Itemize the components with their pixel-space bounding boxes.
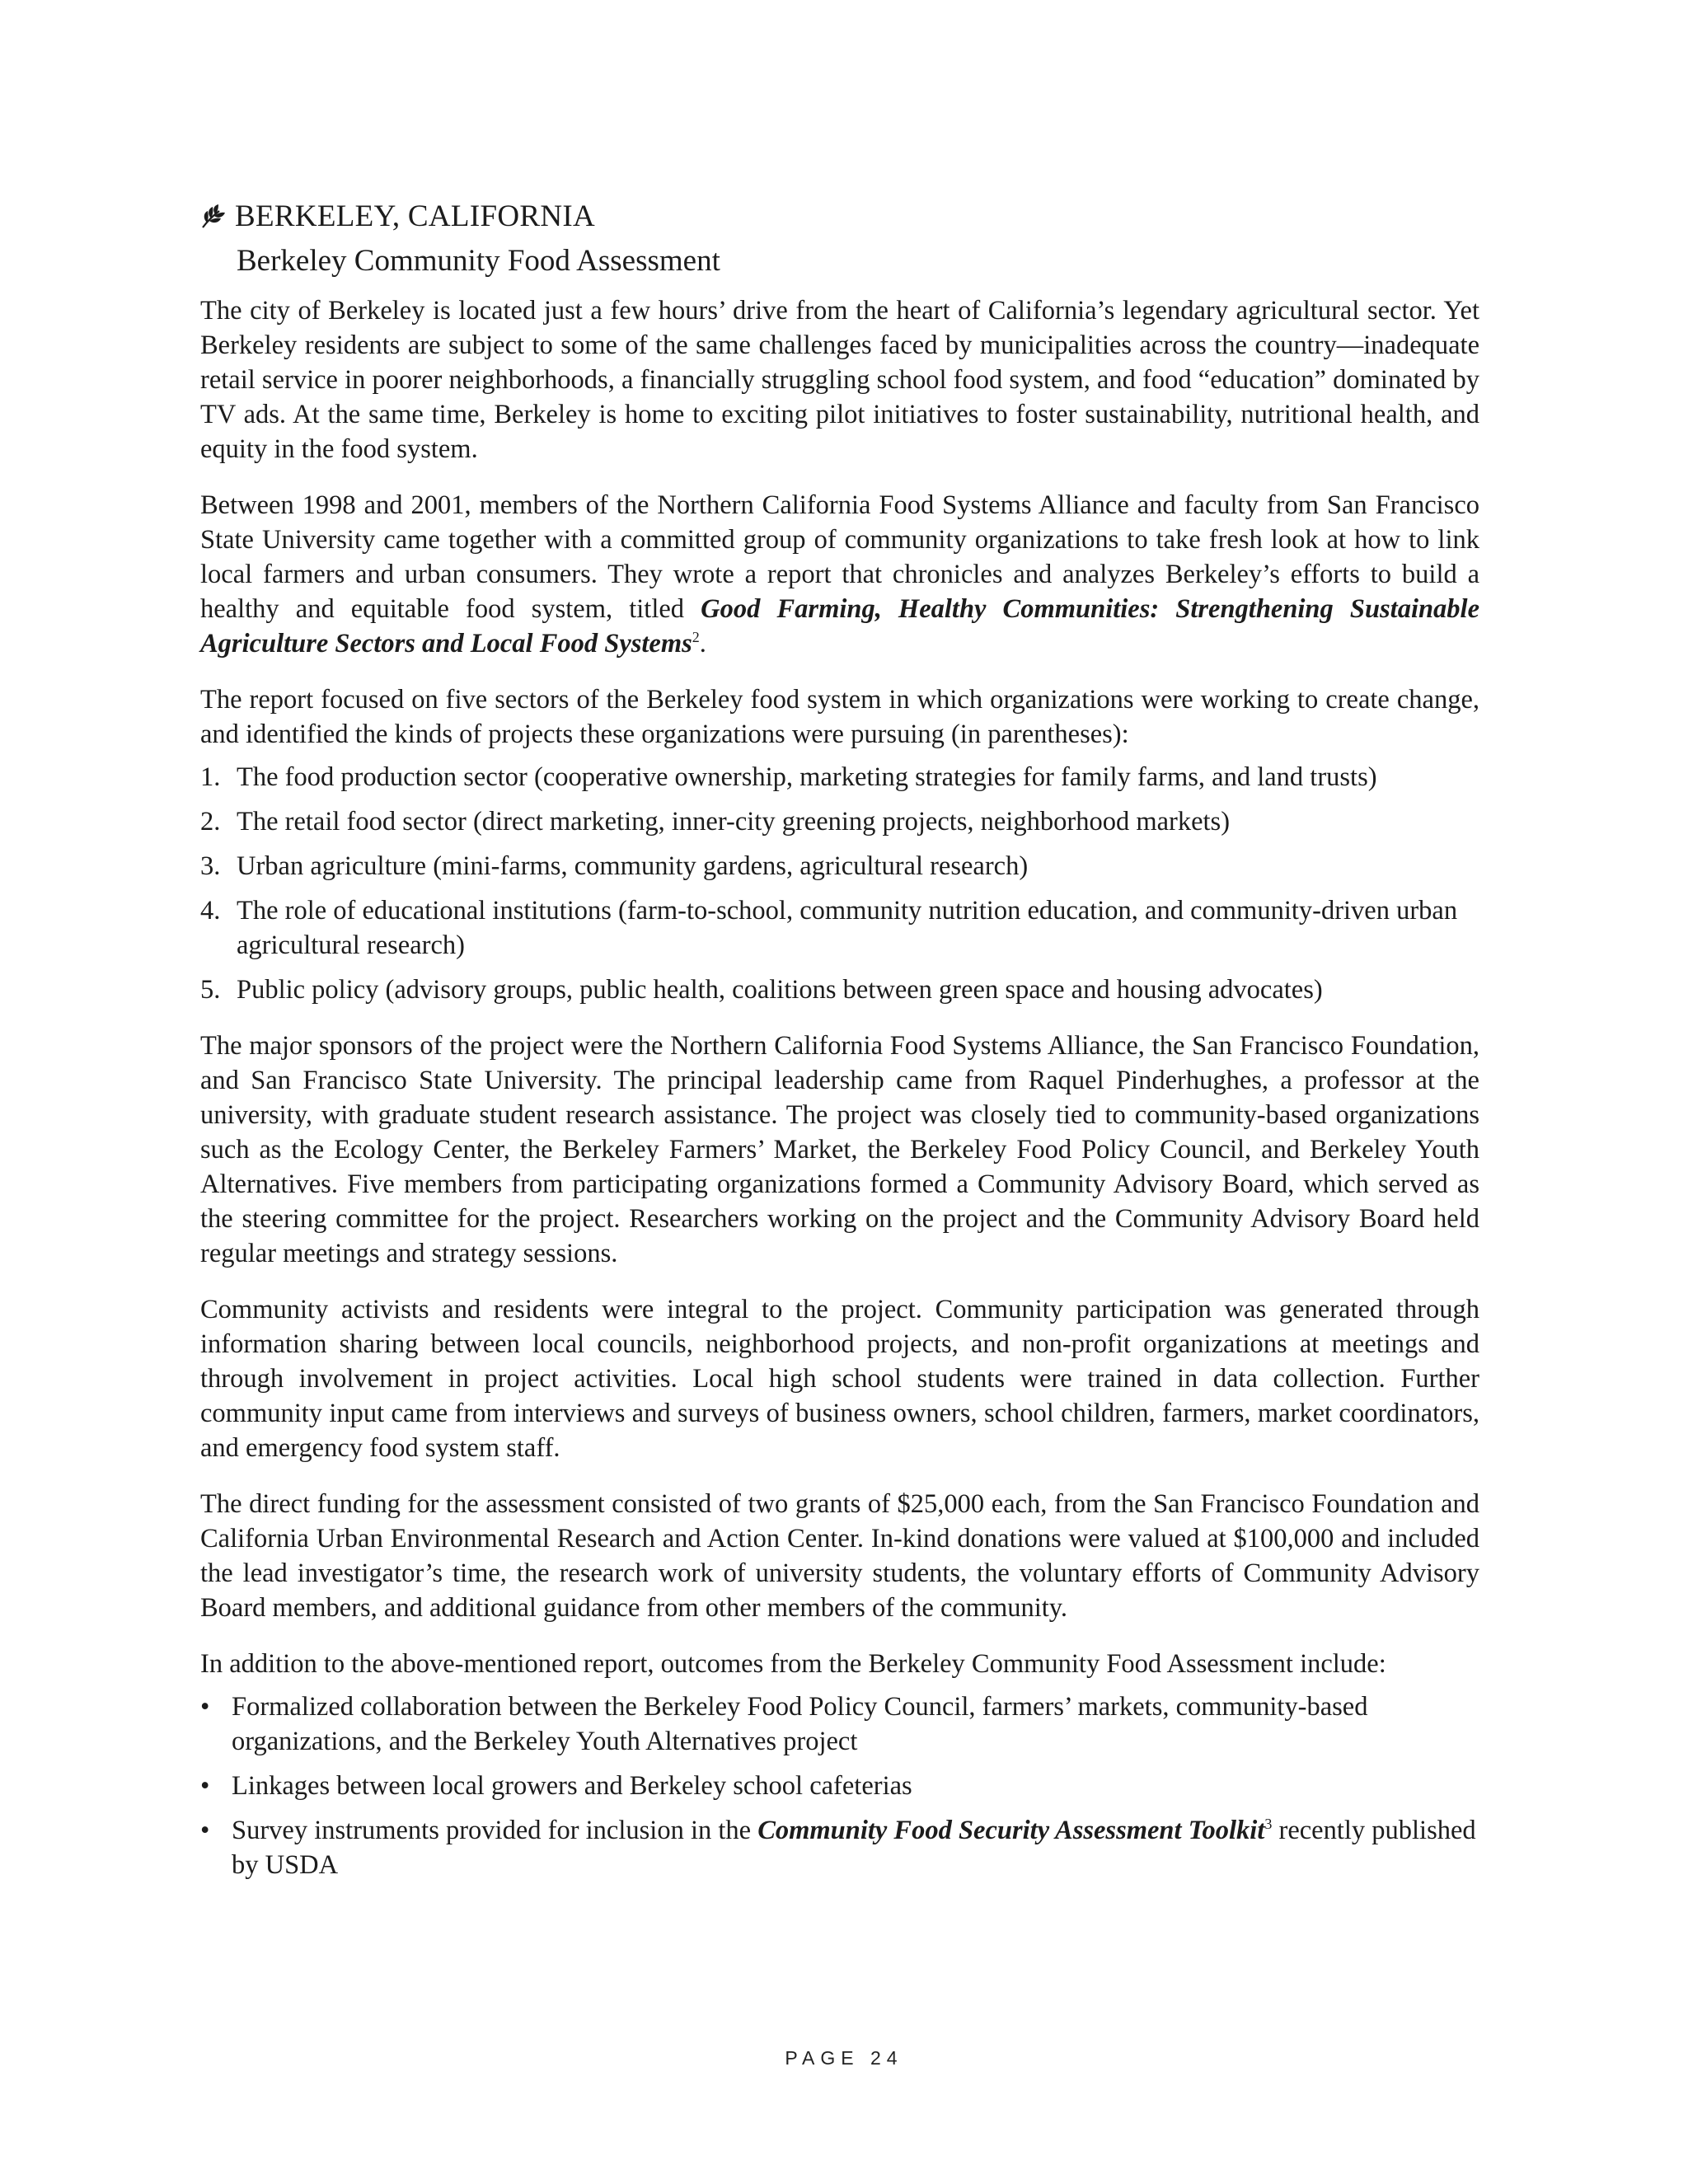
list-item — [200, 760, 1479, 794]
list-item-text: Urban agriculture (mini-farms, community gardens, agricultural research) — [237, 851, 1029, 881]
list-item-text: Public policy (advisory groups, public health, coalitions between green space and housing advocates) — [237, 975, 1323, 1005]
assessment-title: Berkeley Community Food Assessment — [237, 244, 720, 278]
list-item — [200, 1769, 1479, 1803]
intro-paragraph: The city of Berkeley is located just a few hours’ drive from the heart of California’s legendary agricultural sector. Yet Berkeley residents are subject to some of the same challenges faced by municipalities across the country—inadequate retail service in poorer neighborhoods, a financially struggling school food system, and food “education” dominated by TV ads. At the same time, Berkeley is home to exciting pilot initiatives to foster sustainability, nutritional health, and equity in the food system. — [200, 296, 1479, 464]
list-item — [200, 1690, 1479, 1759]
footnote-ref: 2 — [692, 629, 700, 646]
toolkit-title: Community Food Security Assessment Toolkit — [757, 1816, 1265, 1845]
page-number: PAGE 24 — [785, 2047, 903, 2069]
list-number: 5. — [200, 975, 221, 1005]
bullet-icon: • — [200, 1771, 210, 1801]
list-item-text: The role of educational institutions (farm-to-school, community nutrition education, and community-driven urban agricultural research) — [237, 896, 1458, 960]
bullet-icon: • — [200, 1816, 210, 1845]
list-item-text — [232, 1813, 1479, 1882]
toolkit-text-end: recently published by USDA — [232, 1816, 1476, 1880]
list-item — [200, 804, 1479, 839]
list-item-text: The retail food sector (direct marketing, inner-city greening projects, neighborhood markets) — [237, 807, 1231, 837]
report-title: Good Farming, Healthy Communities: Strengthening Sustainable Agriculture Sectors and Local Food Systems — [200, 594, 1480, 658]
sponsors-paragraph: The major sponsors of the project were the Northern California Food Systems Alliance, the San Francisco Foundation, and San Francisco State University. The principal leadership came from Raquel Pinderhughes, a professor at the university, with graduate student research assistance. The project was closely tied to community-based organizations such as the Ecology Center, the Berkeley Farmers’ Market, the Berkeley Food Policy Council, and Berkeley Youth Alternatives. Five members from participating organizations formed a Community Advisory Board, which served as the steering committee for the project. Researchers working on the project and the Community Advisory Board held regular meetings and strategy sessions. — [200, 1031, 1479, 1268]
list-item-text: Formalized collaboration between the Berkeley Food Policy Council, farmers’ markets, community-based organizations, and the Berkeley Youth Alternatives project — [232, 1692, 1368, 1756]
document-page — [200, 196, 1479, 1904]
list-number: 4. — [200, 896, 221, 926]
history-paragraph — [200, 488, 1479, 661]
community-paragraph: Community activists and residents were integral to the project. Community participation was generated through information sharing between local councils, neighborhood projects, and non-profit organizations at meetings and through involvement in project activities. Local high school students were trained in data collection. Further community input came from interviews and surveys of business owners, school children, farmers, market coordinators, and emergency food system staff. — [200, 1295, 1479, 1463]
outcomes-list — [200, 1690, 1479, 1882]
section-heading — [200, 196, 1479, 237]
toolkit-text: Survey instruments provided for inclusion in the — [232, 1816, 758, 1845]
list-number: 2. — [200, 807, 221, 837]
list-item-text: The food production sector (cooperative ownership, marketing strategies for family farms, and land trusts) — [237, 762, 1377, 792]
history-text: Between 1998 and 2001, members of the Northern California Food Systems Alliance and faculty from San Francisco State University came together with a committed group of community organizations to take fresh look at how to link local farmers and urban consumers. They wrote a report that chronicles and analyzes Berkeley’s efforts to build a healthy and equitable food system, titled — [200, 490, 1479, 624]
history-end: . — [699, 629, 706, 658]
footnote-ref: 3 — [1264, 1816, 1273, 1833]
list-item — [200, 972, 1479, 1007]
outcomes-intro-paragraph: In addition to the above-mentioned report, outcomes from the Berkeley Community Food Assessment include: — [200, 1649, 1386, 1679]
leaf-icon — [200, 204, 227, 230]
list-number: 1. — [200, 762, 221, 792]
list-number: 3. — [200, 851, 221, 881]
list-item — [200, 893, 1479, 963]
location-heading: BERKELEY, CALIFORNIA — [235, 199, 595, 233]
sector-list — [200, 760, 1479, 1007]
report-intro-paragraph: The report focused on five sectors of the Berkeley food system in which organizations were working to create change, and identified the kinds of projects these organizations were pursuing (in parentheses): — [200, 685, 1479, 749]
list-item — [200, 849, 1479, 883]
funding-paragraph: The direct funding for the assessment consisted of two grants of $25,000 each, from the San Francisco Foundation and California Urban Environmental Research and Action Center. In-kind donations were valued at $100,000 and included the lead investigator’s time, the research work of university students, the voluntary efforts of Community Advisory Board members, and additional guidance from other members of the community. — [200, 1489, 1479, 1623]
bullet-icon: • — [200, 1692, 210, 1722]
list-item — [200, 1813, 1479, 1882]
list-item-text: Linkages between local growers and Berkeley school cafeterias — [232, 1771, 912, 1801]
